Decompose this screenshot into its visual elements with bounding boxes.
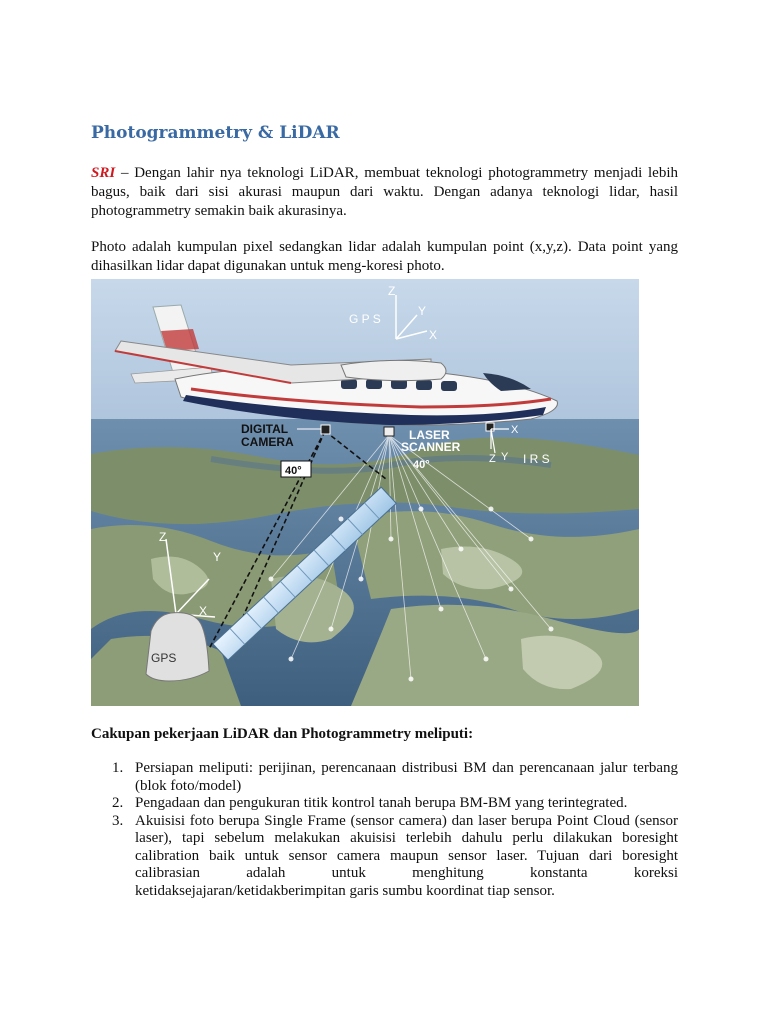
gps-axis-x: X — [429, 328, 438, 342]
second-paragraph: Photo adalah kumpulan pixel sedangkan lidar adalah kumpulan point (x,y,z). Data point yang dihasilkan lidar dapat digunakan untuk meng-koresi photo. — [91, 239, 678, 274]
list-item-number: 3. — [112, 812, 124, 829]
list-item-number: 2. — [112, 795, 124, 811]
digital-camera-label-line2: CAMERA — [241, 435, 294, 449]
intro-text: – Dengan lahir nya teknologi LiDAR, membuat teknologi photogrammetry menjadi lebih bagus, baik dari sisi akurasi maupun dari waktu. Dengan adanya teknologi lidar, hasil photogrammetry semakin baik akurasinya. — [91, 165, 678, 219]
laser-angle-label: 40° — [413, 459, 430, 471]
ground-axis-y: Y — [213, 550, 222, 564]
source-tag: SRI — [91, 165, 116, 181]
lidar-aircraft-figure — [91, 279, 639, 706]
gps-axis-y: Y — [418, 304, 427, 318]
digital-camera-label-line1: DIGITAL — [241, 422, 289, 436]
list-item-number: 1. — [112, 760, 124, 776]
irs-axis-y: Y — [501, 451, 509, 463]
list-item — [91, 813, 678, 901]
laser-scanner-label-line2: SCANNER — [401, 440, 461, 454]
gps-axis-z: Z — [388, 284, 396, 298]
irs-axis-z: Z — [489, 453, 496, 465]
ground-axis-z: Z — [159, 530, 167, 544]
intro-paragraph — [91, 164, 678, 221]
camera-angle-label: 40° — [285, 465, 302, 477]
list-item — [91, 795, 678, 813]
irs-label: I R S — [523, 452, 550, 466]
list-item-text: Persiapan meliputi: perijinan, perencanaan distribusi BM dan perencanaan jalur terbang (blok foto/model) — [135, 760, 678, 794]
scope-list — [91, 760, 678, 900]
list-item-text: Akuisisi foto berupa Single Frame (sensor camera) dan laser berupa Point Cloud (sensor laser), tapi sebelum melakukan akuisisi terlebih dahulu perlu dilakukan boresight calibration baik untuk sensor camera maupun sensor laser. Tujuan dari boresight calibrasian adalah untuk menghitung konstanta koreksi ketidaksejajaran/ketidakberimpitan garis sumbu koordinat tiap sensor. — [135, 812, 678, 899]
scope-heading: Cakupan pekerjaan LiDAR dan Photogrammetry meliputi: — [91, 726, 474, 742]
laser-scanner-label-line1: LASER — [409, 428, 450, 442]
gps-top-label: G P S — [349, 312, 381, 326]
page-title: Photogrammetry & LiDAR — [91, 123, 340, 143]
irs-axis-x: X — [511, 424, 519, 436]
ground-axis-x: X — [199, 604, 208, 618]
list-item-text: Pengadaan dan pengukuran titik kontrol tanah berupa BM-BM yang terintegrated. — [135, 795, 628, 811]
list-item — [91, 760, 678, 795]
ground-gps-label: GPS — [151, 651, 177, 665]
